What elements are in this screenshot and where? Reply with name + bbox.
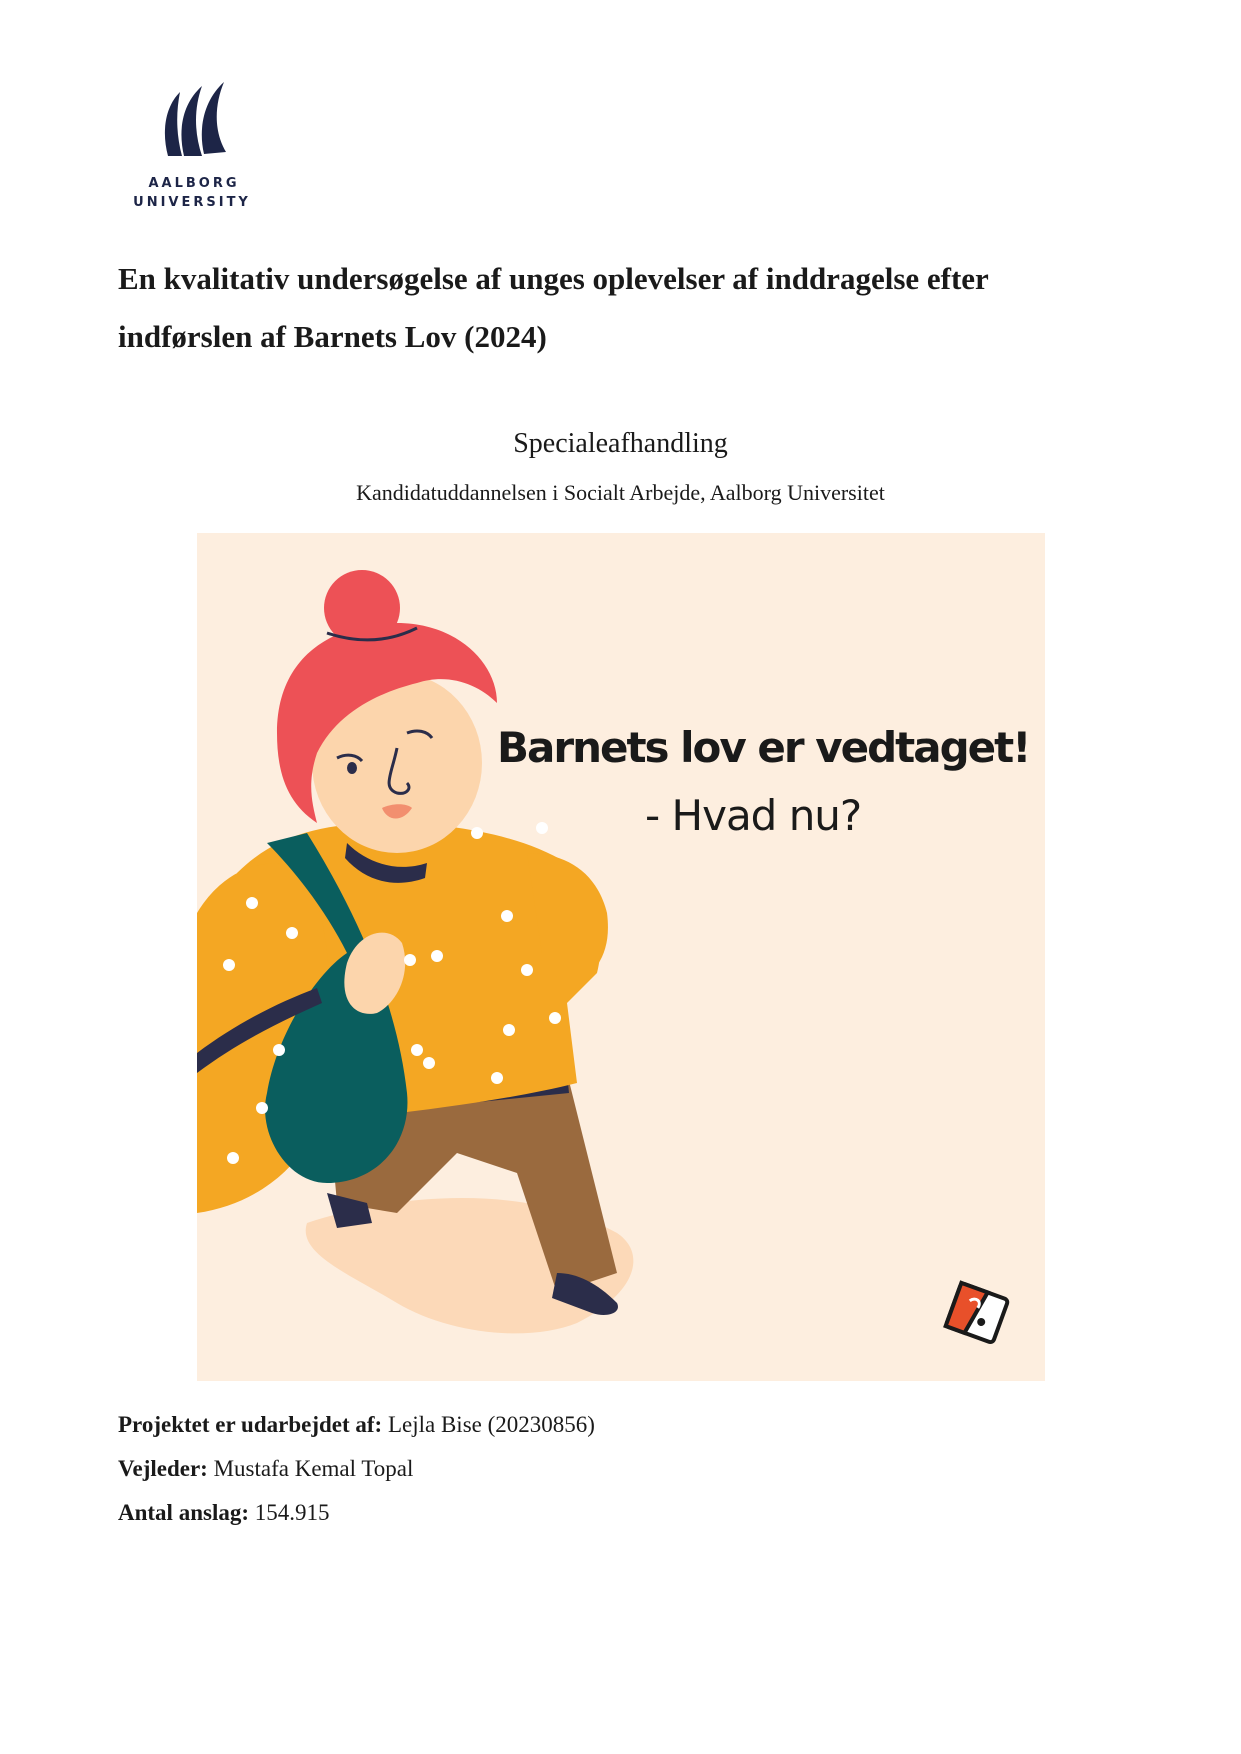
character-count-value: 154.915 (254, 1500, 330, 1525)
cover-illustration (197, 533, 1045, 1381)
character-count-label: Antal anslag: (118, 1500, 249, 1525)
aau-wave-icon (152, 78, 232, 158)
document-type: Specialeafhandling (513, 428, 728, 459)
author-value: Lejla Bise (20230856) (387, 1412, 595, 1437)
image-subline: - Hvad nu? (645, 791, 862, 840)
program-name: Kandidatuddannelsen i Socialt Arbejde, Aalborg Universitet (356, 480, 885, 505)
girl-illustration (197, 533, 1045, 1381)
university-name-line2: UNIVERSITY (133, 195, 251, 210)
university-logo (132, 78, 252, 218)
university-name-line1: AALBORG (148, 176, 240, 191)
supervisor-row (118, 1447, 595, 1491)
author-row (118, 1403, 595, 1447)
character-count-row (118, 1491, 595, 1535)
author-label: Projektet er udarbejdet af: (118, 1412, 383, 1437)
publisher-logo-icon (942, 1278, 1012, 1348)
thesis-title: En kvalitativ undersøgelse af unges oplevelser af inddragelse efter indførslen af Barnets Lov (2024) (118, 261, 989, 354)
supervisor-label: Vejleder: (118, 1456, 208, 1481)
thesis-metadata (118, 1403, 595, 1535)
university-name (132, 174, 252, 212)
supervisor-value: Mustafa Kemal Topal (213, 1456, 414, 1481)
image-headline: Barnets lov er vedtaget! (497, 723, 1030, 772)
